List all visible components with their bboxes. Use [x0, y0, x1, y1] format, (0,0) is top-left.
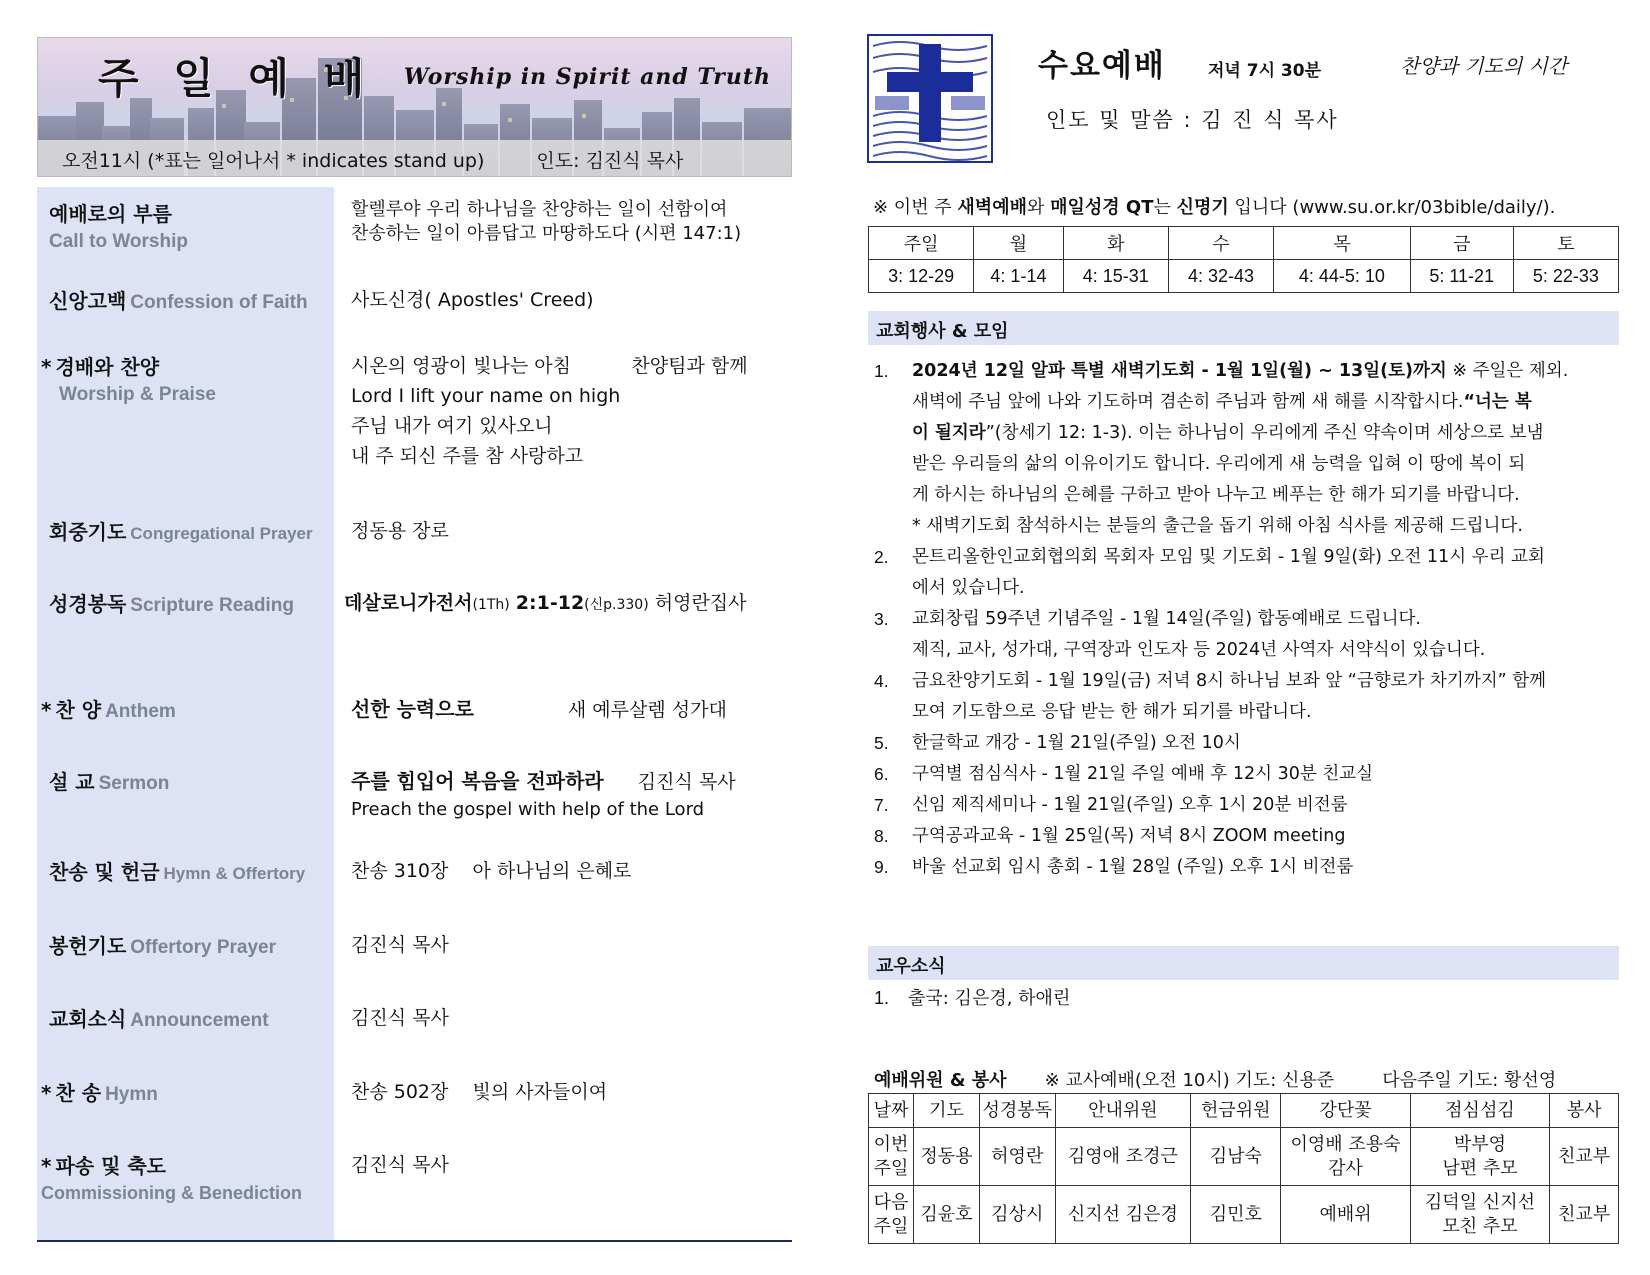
event-text: 몬트리올한인교회협의회 목회자 모임 및 기도회 - 1월 9일(화) 오전 11시 우리 교회	[912, 547, 1545, 567]
staff-table	[868, 1093, 1619, 1244]
order-item-content: 시온의 영광이 빛나는 아침 찬양팀과 함께 Lord I lift your name on high 주님 내가 여기 있사오니 내 주 되신 주를 참 사랑하고	[351, 355, 748, 467]
event-text: 금요찬양기도회 - 1월 19일(금) 저녁 8시 하나님 보좌 앞 “금향로가 차기까지” 함께	[912, 671, 1547, 691]
staff-cell: 박부영 남편 추모	[1410, 1128, 1550, 1186]
order-item-name: * 찬 송 Hymn	[41, 1081, 158, 1105]
event-text: 에서 있습니다.	[912, 578, 1025, 598]
order-item-name: 회중기도 Congregational Prayer	[49, 520, 313, 544]
event-number: 4.	[874, 671, 889, 691]
banner-footer	[38, 140, 791, 176]
event-item	[868, 821, 1623, 852]
event-text: 바울 선교회 임시 총회 - 1월 28일 (주일) 오후 1시 비전룸	[912, 857, 1354, 877]
staff-cell: 허영란	[979, 1128, 1055, 1186]
event-text: 제직, 교사, 성가대, 구역장과 인도자 등 2024년 사역자 서약식이 있습니다.	[912, 640, 1486, 660]
order-item-content	[351, 766, 791, 823]
qt-passage: 4: 1-14	[974, 260, 1063, 293]
staff-column-header: 날짜	[869, 1094, 914, 1128]
staff-cell: 정동용	[914, 1128, 980, 1186]
staff-column-header: 봉사	[1550, 1094, 1619, 1128]
event-number: 3.	[874, 609, 889, 629]
order-item-name: 예배로의 부름 Call to Worship	[49, 202, 188, 252]
qt-day: 목	[1274, 227, 1411, 260]
staff-header-row	[869, 1094, 1619, 1128]
staff-cell: 김민호	[1191, 1186, 1281, 1244]
qt-passage: 5: 11-21	[1410, 260, 1513, 293]
next-prayer-note: 다음주일 기도: 황선영	[1382, 1070, 1557, 1091]
event-number: 6.	[874, 764, 889, 784]
staff-cell: 친교부	[1550, 1186, 1619, 1244]
event-text: 모여 기도함으로 응답 받는 한 해가 되기를 바랍니다.	[912, 702, 1312, 722]
event-item	[868, 542, 1623, 604]
event-text: 신임 제직세미나 - 1월 21일(주일) 오후 1시 20분 비전룸	[912, 795, 1348, 815]
service-time-note: 오전11시 (*표는 일어나서 * indicates stand up)	[62, 150, 485, 172]
order-item-name: 성경봉독 Scripture Reading	[49, 592, 294, 616]
qt-day: 화	[1063, 227, 1168, 260]
news-list	[868, 984, 1070, 1010]
wednesday-title: 수요예배	[1038, 48, 1166, 84]
order-item-name: * 파송 및 축도 Commissioning & Benediction	[41, 1154, 303, 1203]
order-item-content: 김진식 목사	[351, 934, 449, 956]
event-text: 교회창립 59주년 기념주일 - 1월 14일(주일) 합동예배로 드립니다.	[912, 609, 1421, 629]
order-item-name: 교회소식 Announcement	[49, 1007, 269, 1031]
event-text: 이 될지라”(창세기 12: 1-3). 이는 하나님이 우리에게 주신 약속이며 세상으로 보냄	[912, 423, 1544, 443]
wednesday-subtitle: 찬양과 기도의 시간	[1400, 54, 1568, 78]
table-row	[869, 1128, 1619, 1186]
order-item-content: 할렐루야 우리 하나님을 찬양하는 일이 선함이여 찬송하는 일이 아름답고 마땅하도다 (시편 147:1)	[351, 199, 742, 244]
staff-cell: 김덕일 신지선 모친 추모	[1410, 1186, 1550, 1244]
list-item: 1. 출국: 김은경, 하애린	[874, 988, 1071, 1009]
staff-cell: 김윤호	[914, 1186, 980, 1244]
staff-column-header: 강단꽃	[1281, 1094, 1410, 1128]
qt-day: 토	[1513, 227, 1618, 260]
qt-passage: 4: 15-31	[1063, 260, 1168, 293]
table-row	[869, 1186, 1619, 1244]
news-heading: 교우소식	[868, 946, 1619, 980]
event-item	[868, 356, 1623, 542]
event-item	[868, 666, 1623, 728]
service-leader: 인도: 김진식 목사	[536, 150, 684, 172]
wednesday-time: 저녁 7시 30분	[1208, 61, 1322, 81]
event-number: 5.	[874, 733, 889, 753]
event-item	[868, 728, 1623, 759]
qt-passage: 4: 44-5: 10	[1274, 260, 1411, 293]
qt-days-row	[869, 227, 1619, 260]
order-item-content	[344, 588, 784, 620]
sermon-title: 주를 힘입어 복음을 전파하라	[351, 769, 604, 793]
preacher: 김진식 목사	[637, 771, 736, 793]
event-number: 2.	[874, 547, 889, 567]
event-text: * 새벽기도회 참석하시는 분들의 출근을 돕기 위해 아침 식사를 제공해 드립니다.	[912, 516, 1523, 536]
staff-column-header: 성경봉독	[979, 1094, 1055, 1128]
qt-passages-row	[869, 260, 1619, 293]
banner-subtitle: Worship in Spirit and Truth	[403, 64, 771, 90]
order-item-name: 봉헌기도 Offertory Prayer	[49, 934, 277, 958]
order-item-content: 김진식 목사	[351, 1154, 449, 1176]
order-item-content	[351, 694, 791, 725]
staff-heading: 예배위원 & 봉사 ※ 교사예배(오전 10시) 기도: 신용준 다음주일 기도: 황선영	[874, 1070, 1557, 1091]
order-item-content: 찬송 502장 빛의 사자들이여	[351, 1081, 608, 1103]
order-item-name: 찬송 및 헌금 Hymn & Offertory	[49, 860, 306, 884]
anthem-title: 선한 능력으로	[351, 697, 474, 721]
staff-column-header: 헌금위원	[1191, 1094, 1281, 1128]
order-item-name: * 찬 양 Anthem	[41, 698, 176, 722]
event-text: 구역공과교육 - 1월 25일(목) 저녁 8시 ZOOM meeting	[912, 826, 1346, 846]
qt-day: 수	[1168, 227, 1273, 260]
order-item-content: 사도신경( Apostles' Creed)	[351, 289, 594, 311]
qt-day: 금	[1410, 227, 1513, 260]
staff-cell: 이번 주일	[869, 1128, 914, 1186]
staff-column-header: 안내위원	[1055, 1094, 1190, 1128]
staff-column-header: 기도	[914, 1094, 980, 1128]
staff-cell: 김상시	[979, 1186, 1055, 1244]
staff-cell: 김남숙	[1191, 1128, 1281, 1186]
order-item-content: 김진식 목사	[351, 1007, 449, 1029]
event-text: 새벽에 주님 앞에 나와 기도하며 겸손히 주님과 함께 새 해를 시작합시다.“너는 복	[912, 392, 1532, 412]
qt-passage: 5: 22-33	[1513, 260, 1618, 293]
staff-cell: 신지선 김은경	[1055, 1186, 1190, 1244]
staff-cell: 김영애 조경근	[1055, 1128, 1190, 1186]
order-item-name: * 경배와 찬양 Worship & Praise	[41, 355, 216, 405]
event-number: 9.	[874, 857, 889, 877]
event-text: 받은 우리들의 삶의 이유이기도 합니다. 우리에게 새 능력을 입혀 이 땅에 복이 되	[912, 454, 1526, 474]
sermon-english-title: Preach the gospel with help of the Lord	[351, 799, 705, 820]
qt-note: ※ 이번 주 새벽예배와 매일성경 QT는 신명기 입니다 (www.su.or.kr/03bible/daily/).	[873, 197, 1556, 218]
events-heading: 교회행사 & 모임	[868, 311, 1619, 345]
cross-waves-icon	[867, 34, 993, 163]
events-list	[868, 356, 1623, 883]
staff-cell: 이영배 조용숙 감사	[1281, 1128, 1410, 1186]
teacher-prayer-note: ※ 교사예배(오전 10시) 기도: 신용준	[1044, 1070, 1335, 1091]
qt-schedule-table	[868, 226, 1619, 293]
staff-cell: 친교부	[1550, 1128, 1619, 1186]
worship-banner	[37, 37, 792, 177]
staff-cell: 예배위	[1281, 1186, 1410, 1244]
event-number: 7.	[874, 795, 889, 815]
event-text: 한글학교 개강 - 1월 21일(주일) 오전 10시	[912, 733, 1241, 753]
event-text: 2024년 12일 알파 특별 새벽기도회 - 1월 1일(월) ~ 13일(토)까지 ※ 주일은 제외.	[912, 361, 1569, 381]
wednesday-leader: 인도 및 말씀 : 김 진 식 목사	[1046, 108, 1339, 132]
scripture-reference: 데살로니가전서(1Th) 2:1-12(신p.330) 허영란집사	[344, 592, 747, 614]
order-item-content: 정동용 장로	[351, 520, 449, 542]
qt-passage: 4: 32-43	[1168, 260, 1273, 293]
event-number: 8.	[874, 826, 889, 846]
event-item	[868, 759, 1623, 790]
event-text: 게 하시는 하나님의 은혜를 구하고 받아 나누고 베푸는 한 해가 되기를 바랍니다.	[912, 485, 1520, 505]
order-item-name: 신앙고백 Confession of Faith	[49, 289, 308, 313]
banner-title: 주 일 예 배	[98, 54, 375, 103]
qt-passage: 3: 12-29	[869, 260, 974, 293]
event-item	[868, 852, 1623, 883]
order-item-name: 설 교 Sermon	[49, 770, 170, 794]
divider	[37, 1240, 792, 1242]
order-item-content: 찬송 310장 아 하나님의 은혜로	[351, 860, 632, 882]
staff-cell: 다음 주일	[869, 1186, 914, 1244]
event-text: 구역별 점심식사 - 1월 21일 주일 예배 후 12시 30분 친교실	[912, 764, 1374, 784]
qt-day: 월	[974, 227, 1063, 260]
qt-day: 주일	[869, 227, 974, 260]
choir-name: 새 예루살렘 성가대	[567, 699, 727, 721]
event-item	[868, 604, 1623, 666]
event-item	[868, 790, 1623, 821]
event-number: 1.	[874, 361, 889, 381]
staff-column-header: 점심섬김	[1410, 1094, 1550, 1128]
